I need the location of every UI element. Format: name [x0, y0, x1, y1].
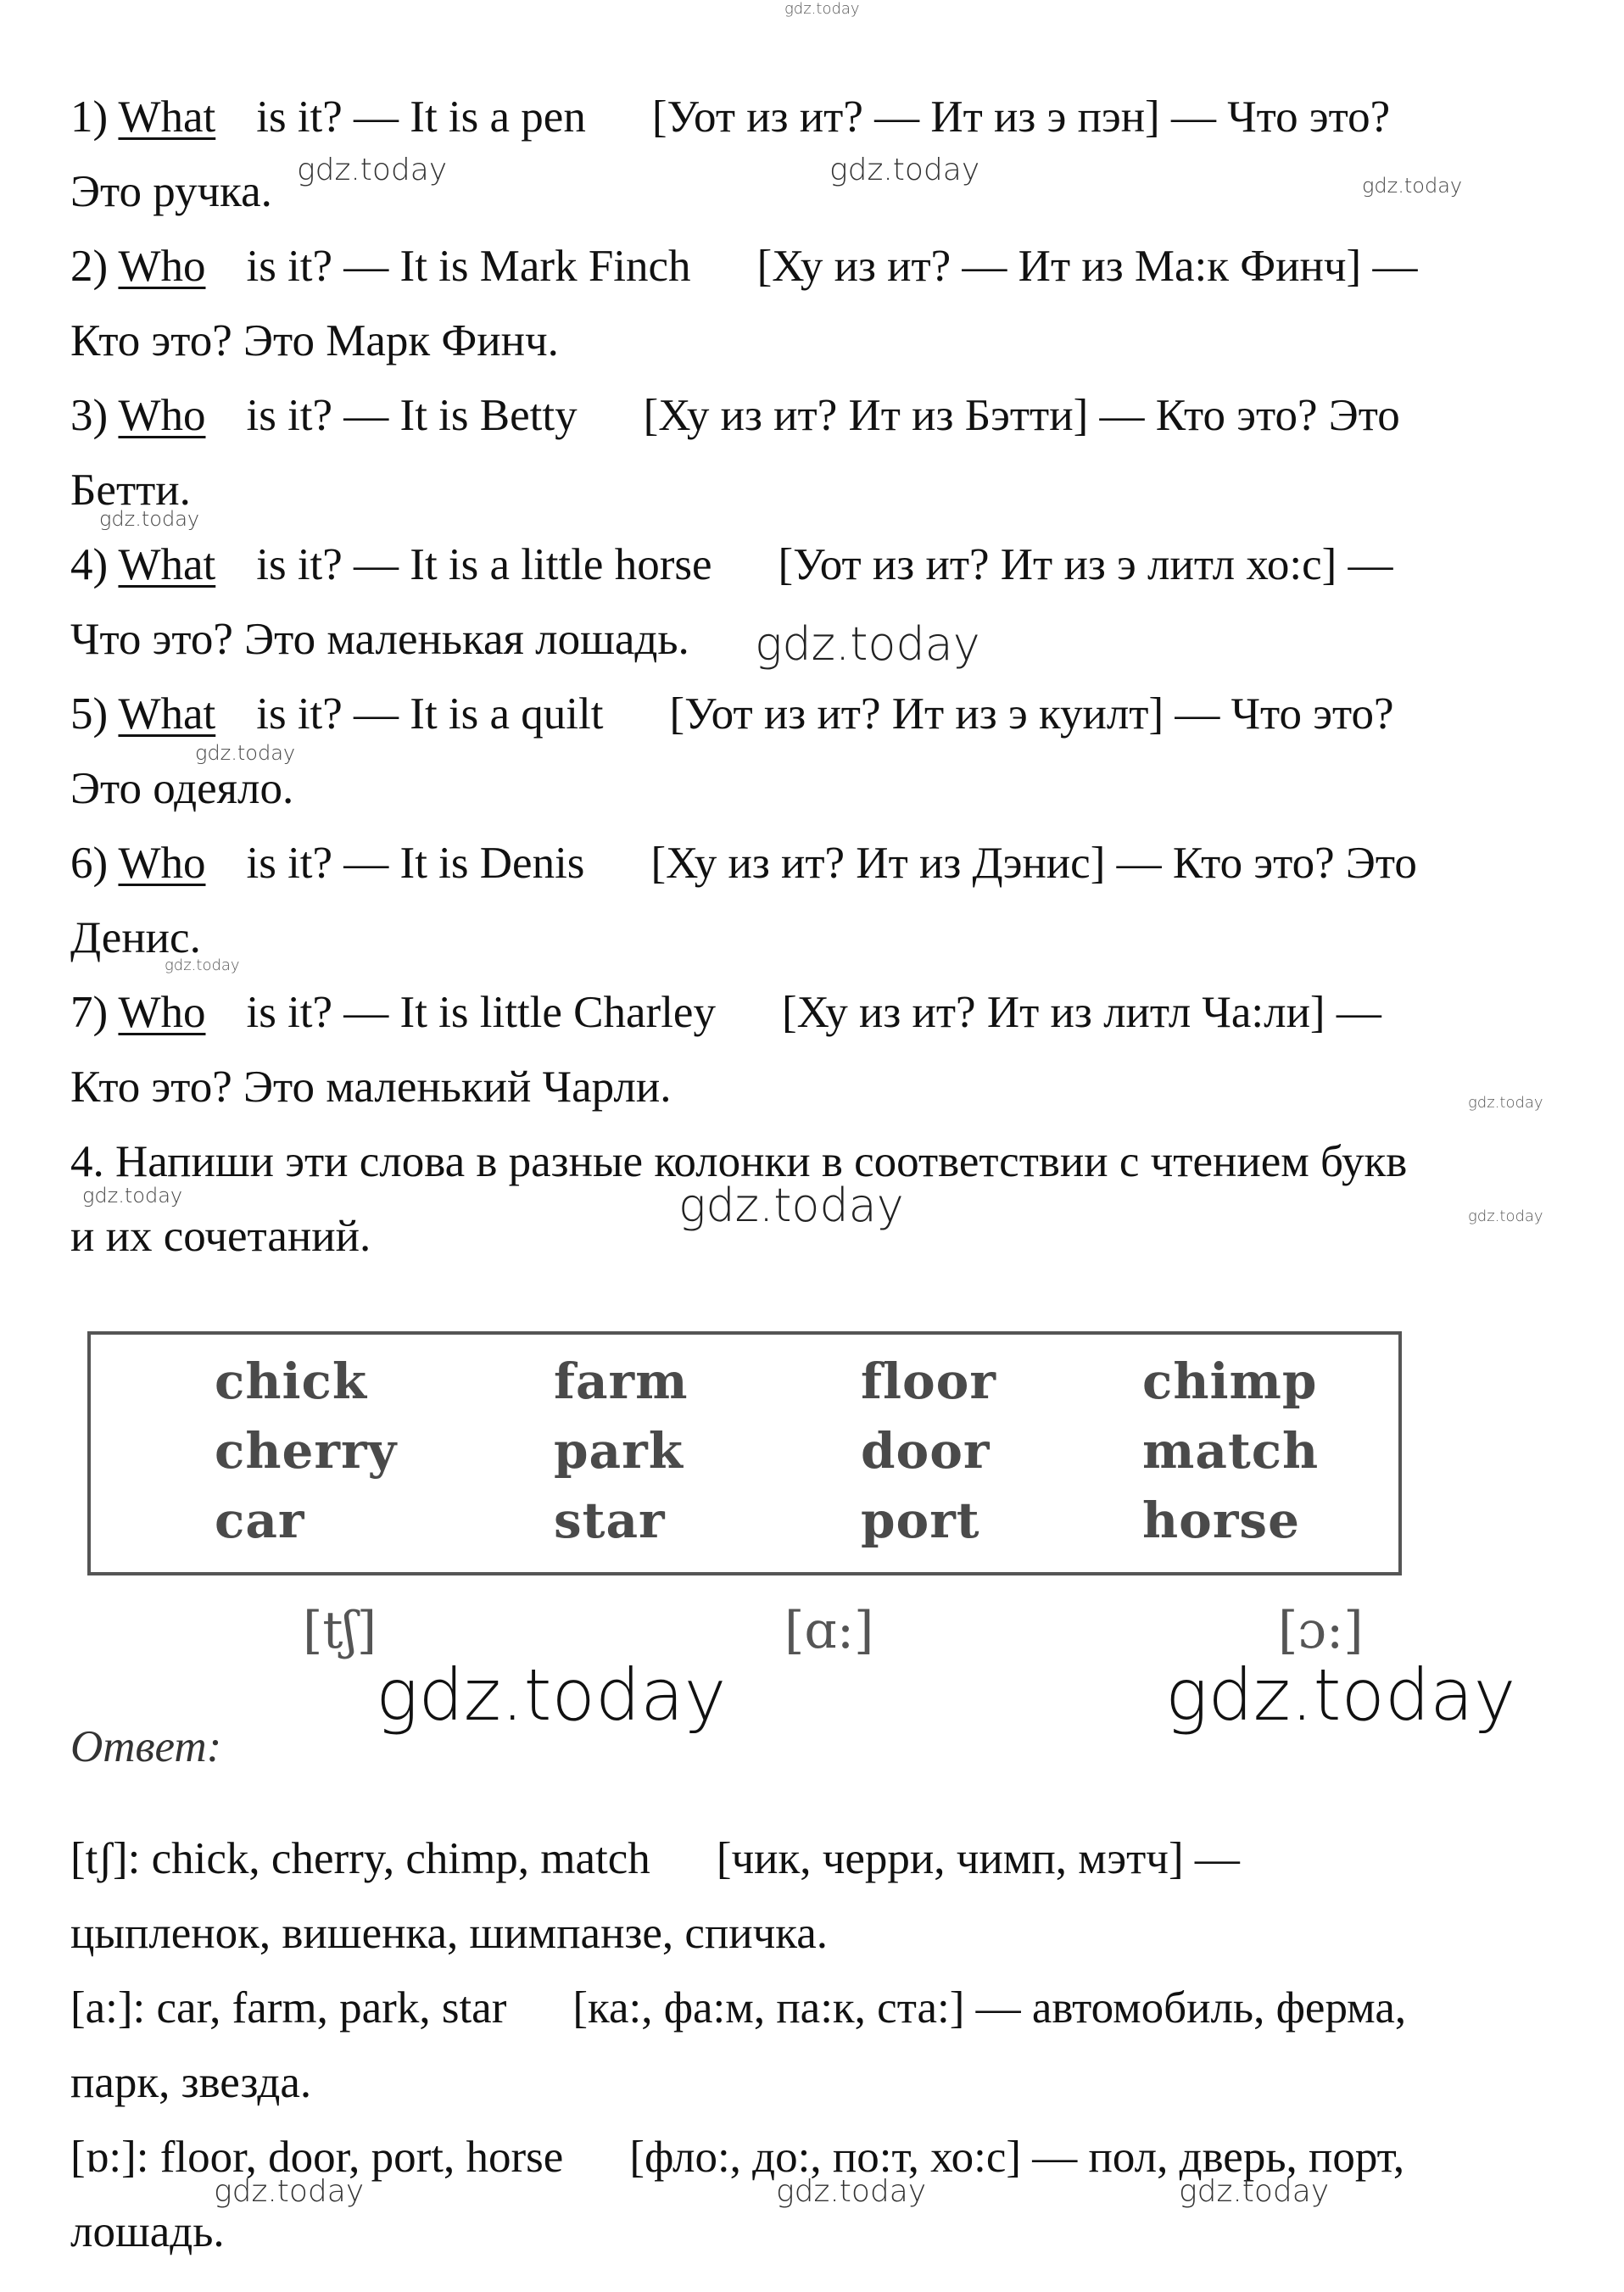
watermark: gdz.today	[297, 153, 448, 187]
question-word: Who	[118, 391, 206, 440]
watermark: gdz.today	[1165, 1653, 1516, 1737]
word-box	[87, 1331, 1402, 1575]
watermark: gdz.today	[1179, 2174, 1330, 2209]
qa-item-2: 2) Who is it? — It is Mark Finch [Ху из ит? — Ит из Ма:к Финч] —	[70, 242, 1418, 291]
transcription: [Ху из ит? — Ит из Ма:к Финч] —	[756, 242, 1418, 291]
answer-row-2: [a:]: car, farm, park, star [ка:, фа:м, па:к, ста:] — автомобиль, ферма,	[70, 1983, 1407, 2033]
question-word: Who	[118, 242, 206, 291]
word: match	[1142, 1422, 1320, 1480]
watermark: gdz.today	[214, 2174, 365, 2209]
word: farm	[554, 1352, 689, 1410]
transcription: [Ху из ит? Ит из Бэтти] — Кто это? Это	[643, 391, 1400, 440]
transcription: [Ху из ит? Ит из Дэнис] — Кто это? Это	[650, 839, 1417, 888]
word: chick	[215, 1352, 368, 1410]
question-word: What	[118, 540, 216, 589]
watermark: gdz.today	[99, 507, 200, 531]
word: cherry	[215, 1422, 398, 1480]
watermark: gdz.today	[1468, 1207, 1543, 1225]
word: park	[554, 1422, 684, 1480]
task-4-line-1: 4. Напиши эти слова в разные колонки в соответствии с чтением букв	[70, 1137, 1408, 1186]
watermark: gdz.today	[784, 0, 860, 18]
qa-item-5: 5) What is it? — It is a quilt [Уот из ит? Ит из э куилт] — Что это?	[70, 689, 1394, 739]
question-word: Who	[118, 988, 206, 1037]
qa-item-3: 3) Who is it? — It is Betty [Ху из ит? Ит из Бэтти] — Кто это? Это	[70, 391, 1400, 440]
watermark: gdz.today	[1468, 1094, 1543, 1112]
watermark: gdz.today	[1362, 174, 1463, 198]
qa-item-1: 1) What is it? — It is a pen [Уот из ит? — Ит из э пэн] — Что это?	[70, 92, 1391, 142]
watermark: gdz.today	[755, 617, 980, 671]
task-4-line-2: и их сочетаний.	[70, 1212, 371, 1261]
question-word: What	[118, 689, 216, 739]
transcription: [Уот из ит? — Ит из э пэн] — Что это?	[651, 92, 1391, 142]
phonetic-symbol: [ɔ:]	[1278, 1601, 1364, 1660]
watermark: gdz.today	[829, 153, 980, 187]
qa-item-6-translation: Денис.	[70, 913, 201, 962]
phonetic-symbol: [ɑ:]	[784, 1601, 874, 1660]
word: floor	[861, 1352, 996, 1410]
qa-item-4: 4) What is it? — It is a little horse [Уот из ит? Ит из э литл хо:с] —	[70, 540, 1393, 589]
qa-item-2-translation: Кто это? Это Марк Финч.	[70, 316, 559, 365]
watermark: gdz.today	[82, 1184, 183, 1207]
word: door	[861, 1422, 991, 1480]
watermark: gdz.today	[165, 956, 240, 974]
transcription: [Уот из ит? Ит из э куилт] — Что это?	[669, 689, 1394, 739]
phonetic-symbol: [tʃ]	[303, 1601, 377, 1660]
qa-item-6: 6) Who is it? — It is Denis [Ху из ит? Ит из Дэнис] — Кто это? Это	[70, 839, 1417, 888]
answer-row-3-translation: лошадь.	[70, 2207, 225, 2256]
answer-row-1-translation: цыпленок, вишенка, шимпанзе, спичка.	[70, 1909, 829, 1958]
watermark: gdz.today	[195, 741, 296, 765]
answer-row-3: [ɒ:]: floor, door, port, horse [фло:, до:, по:т, хо:с] — пол, дверь, порт,	[70, 2133, 1405, 2182]
word: horse	[1142, 1492, 1300, 1549]
word: car	[215, 1492, 305, 1549]
transcription: [Ху из ит? Ит из литл Ча:ли] —	[781, 988, 1381, 1037]
transcription: [Уот из ит? Ит из э литл хо:с] —	[778, 540, 1393, 589]
qa-item-7: 7) Who is it? — It is little Charley [Ху из ит? Ит из литл Ча:ли] —	[70, 988, 1381, 1037]
answer-label: Ответ:	[70, 1722, 222, 1771]
qa-item-1-translation: Это ручка.	[70, 167, 272, 216]
answer-row-1: [tʃ]: chick, cherry, chimp, match [чик, черри, чимп, мэтч] —	[70, 1834, 1240, 1883]
watermark: gdz.today	[678, 1179, 904, 1232]
answer-row-2-translation: парк, звезда.	[70, 2058, 312, 2107]
question-word: Who	[118, 839, 206, 888]
qa-item-7-translation: Кто это? Это маленький Чарли.	[70, 1062, 672, 1112]
word: star	[554, 1492, 666, 1549]
watermark: gdz.today	[776, 2174, 927, 2209]
word: chimp	[1142, 1352, 1318, 1410]
qa-item-4-translation: Что это? Это маленькая лошадь.	[70, 615, 689, 664]
word: port	[861, 1492, 980, 1549]
qa-item-3-translation: Бетти.	[70, 466, 191, 515]
question-word: What	[118, 92, 216, 142]
qa-item-5-translation: Это одеяло.	[70, 764, 294, 813]
watermark: gdz.today	[376, 1653, 727, 1737]
